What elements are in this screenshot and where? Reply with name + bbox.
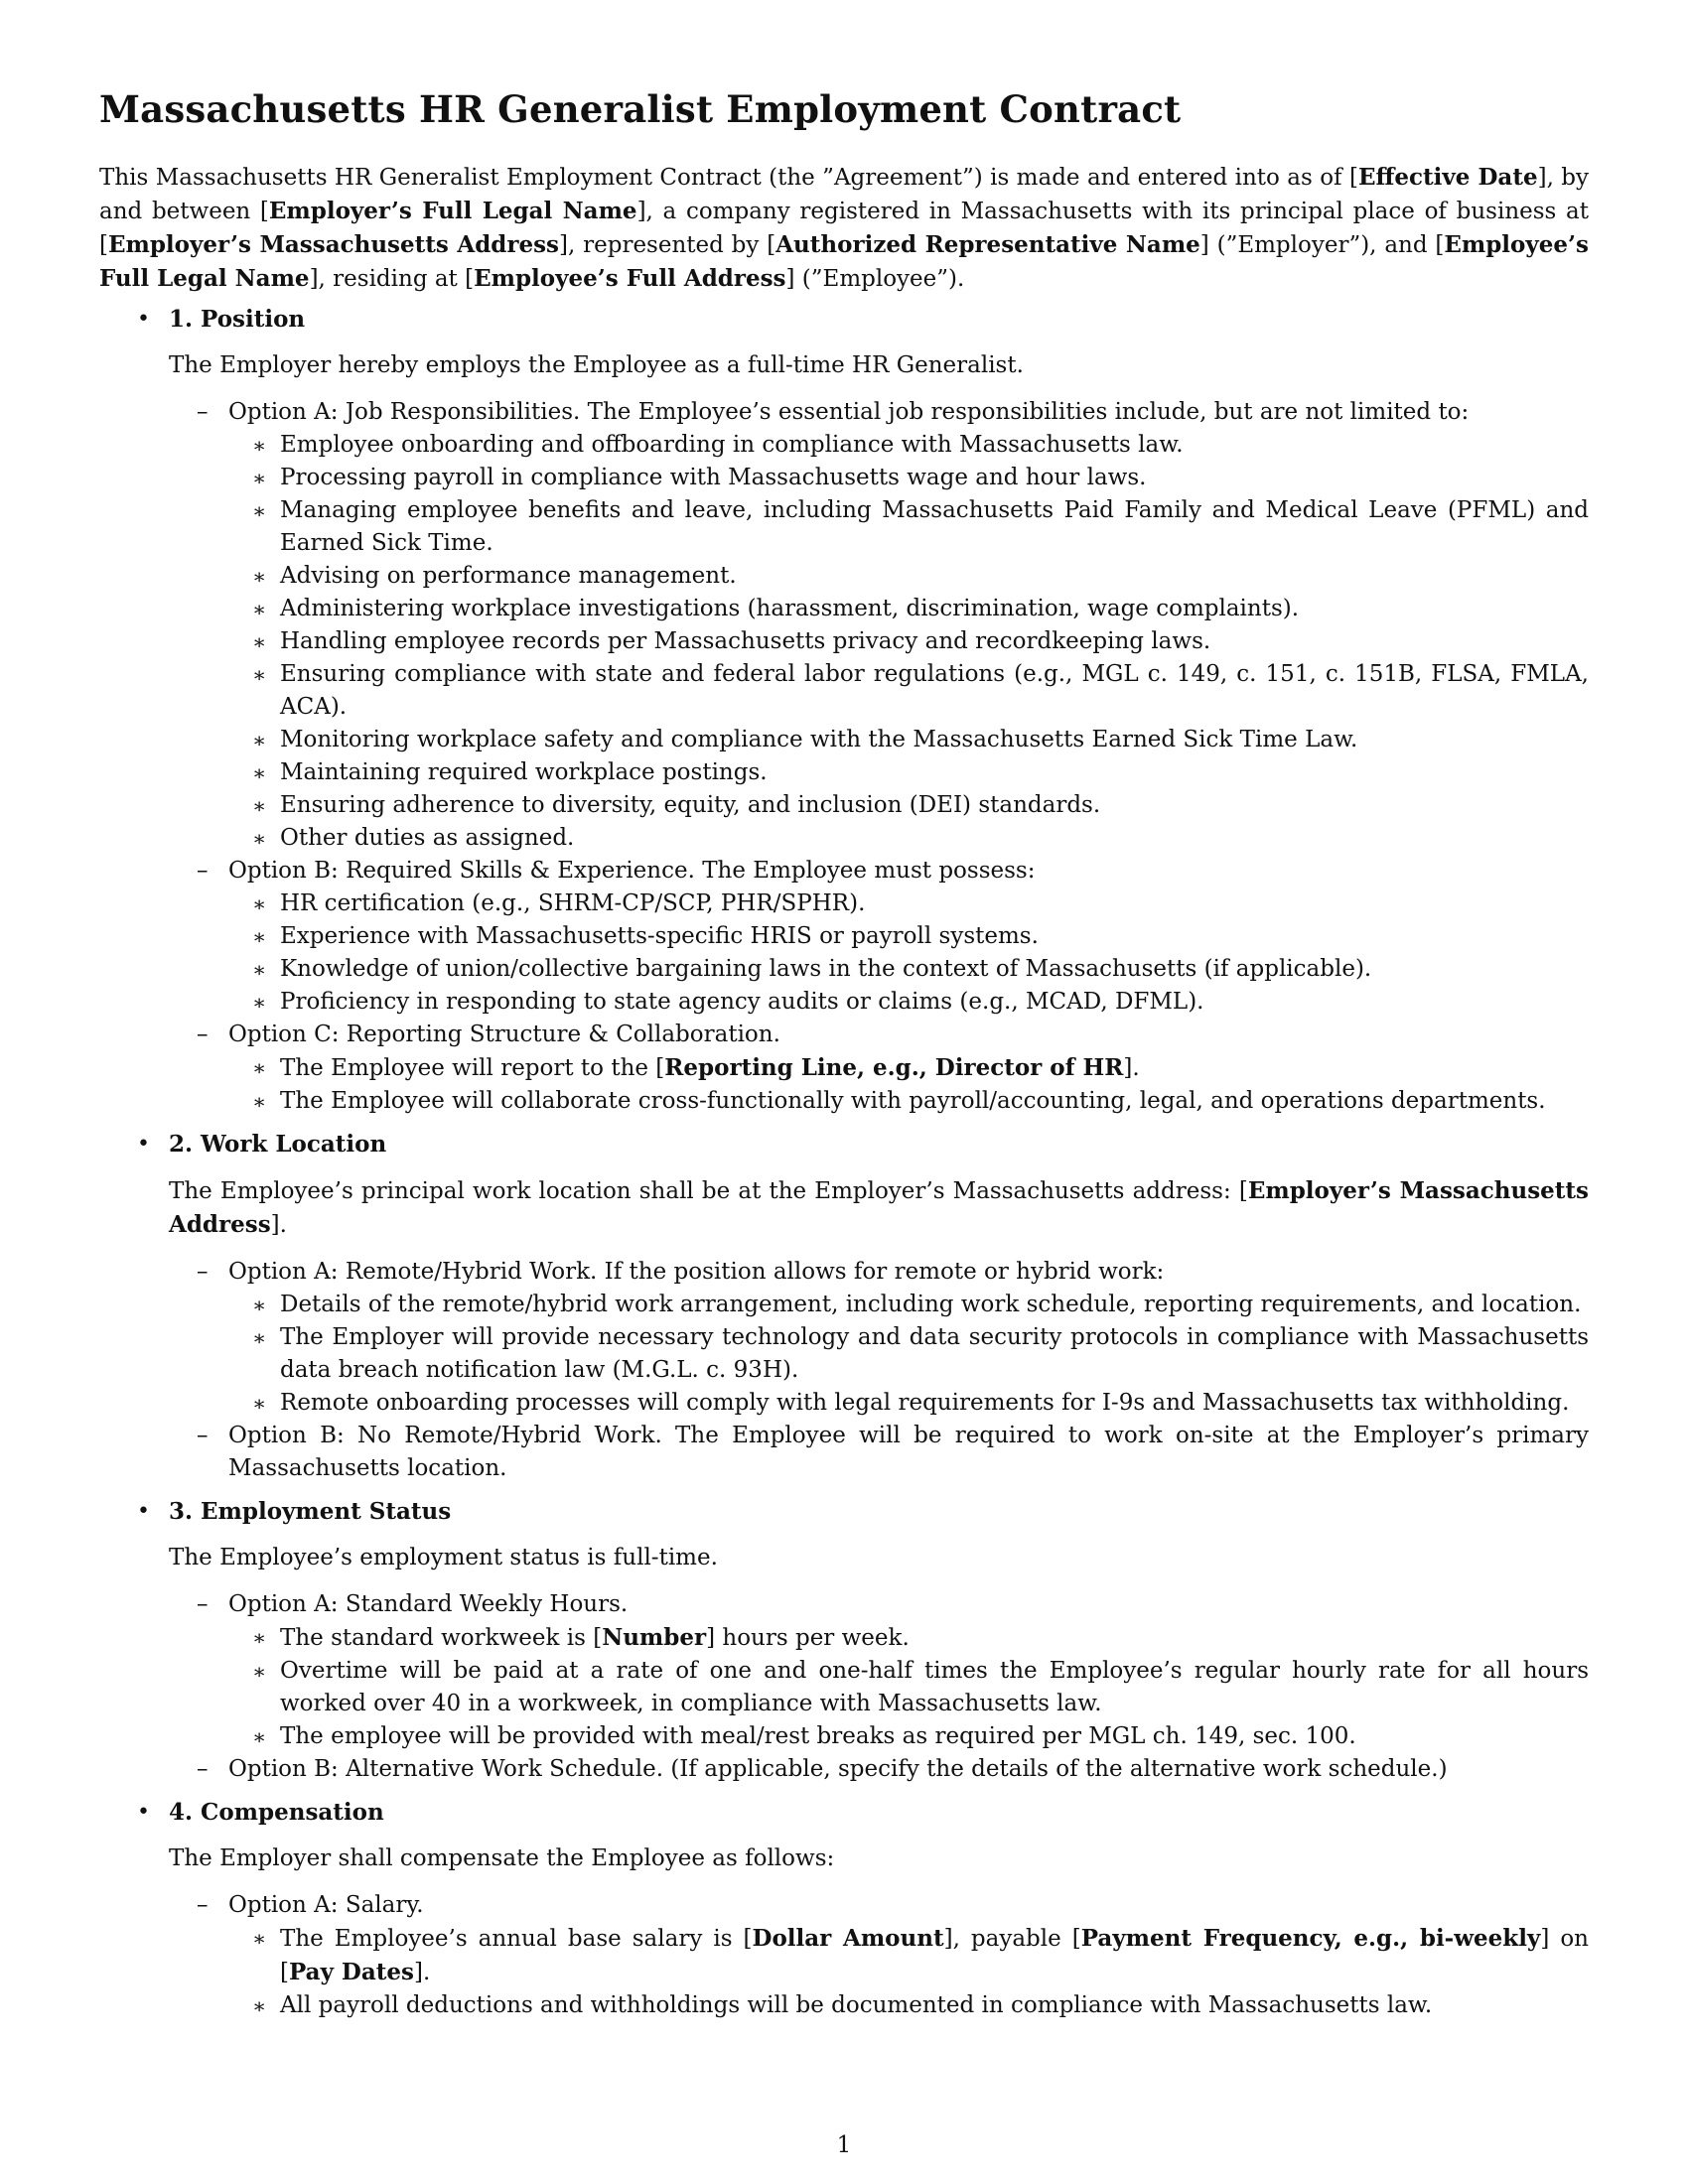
list-item: ∗ Ensuring adherence to diversity, equity, and inclusion (DEI) standards. <box>228 789 1589 822</box>
intro-text: ]. <box>270 1212 287 1238</box>
option-text: – Option A: Salary. <box>228 1892 424 1918</box>
item-text: ], payable [ <box>943 1926 1081 1952</box>
list-item: ∗ Processing payroll in compliance with Massachusetts wage and hour laws. <box>228 462 1589 494</box>
option-text: – Option C: Reporting Structure & Collaboration. <box>228 1022 780 1047</box>
intro-text: The Employee’s principal work location shall be at the Employer’s Massachusetts address: [ <box>169 1178 1248 1204</box>
placeholder-hours-number: Number <box>602 1624 707 1651</box>
option-item <box>169 1256 1589 1420</box>
placeholder-dollar-amount: Dollar Amount <box>752 1925 944 1952</box>
intro-text: ], by and between [ <box>99 165 1590 224</box>
placeholder-employer-address: Employer’s Massachusetts Address <box>169 1177 1589 1238</box>
option-list <box>169 1256 1589 1485</box>
sub-item-list <box>228 1289 1589 1420</box>
option-item <box>169 1889 1589 2022</box>
section-employment-status <box>99 1495 1589 1786</box>
section-compensation <box>99 1796 1589 2022</box>
placeholder-employer-address: Employer’s Massachusetts Address <box>107 231 560 258</box>
option-text: – Option A: Job Responsibilities. The Employee’s essential job responsibilities include, but are not limited to: <box>228 399 1470 425</box>
section-intro <box>169 1174 1589 1242</box>
section-title: • 4. Compensation <box>169 1799 384 1826</box>
placeholder-employee-address: Employee’s Full Address <box>474 265 786 292</box>
section-intro: The Employee’s employment status is full-time. <box>169 1545 718 1570</box>
sub-item-list <box>228 1051 1589 1118</box>
list-item: ∗ Knowledge of union/collective bargaining laws in the context of Massachusetts (if applicable). <box>228 953 1589 986</box>
list-item: ∗ Other duties as assigned. <box>228 822 1589 855</box>
item-text: ]. <box>414 1960 431 1985</box>
list-item: ∗ The Employee will collaborate cross-functionally with payroll/accounting, legal, and operations departments. <box>228 1085 1589 1118</box>
sub-item-list <box>228 1621 1589 1753</box>
item-text: The Employee’s annual base salary is [ <box>280 1926 753 1952</box>
list-item: ∗ Managing employee benefits and leave, including Massachusetts Paid Family and Medical Leave (PFML) and Earned Sick Time. <box>228 494 1589 560</box>
page-number: 1 <box>836 2132 852 2158</box>
intro-text: This Massachusetts HR Generalist Employment Contract (the ”Agreement”) is made and entered into as of [ <box>99 165 1358 191</box>
list-item: ∗ Monitoring workplace safety and compliance with the Massachusetts Earned Sick Time Law. <box>228 724 1589 756</box>
list-item: ∗ HR certification (e.g., SHRM-CP/SCP, PHR/SPHR). <box>228 887 1589 920</box>
option-item <box>169 855 1589 1019</box>
placeholder-representative-name: Authorized Representative Name <box>775 231 1200 258</box>
list-item: ∗ Administering workplace investigations (harassment, discrimination, wage complaints). <box>228 593 1589 625</box>
sub-item-list <box>228 429 1589 855</box>
item-text: ] on [ <box>280 1926 1589 1985</box>
option-text: – Option B: Required Skills & Experience. The Employee must possess: <box>228 858 1036 884</box>
option-list <box>169 1889 1589 2022</box>
placeholder-employer-name: Employer’s Full Legal Name <box>268 198 637 224</box>
list-item: ∗ The Employer will provide necessary technology and data security protocols in compliance with Massachusetts data breach notification law (M.G.L. c. 93H). <box>228 1321 1589 1387</box>
option-text: – Option A: Remote/Hybrid Work. If the position allows for remote or hybrid work: <box>228 1259 1165 1285</box>
list-item: ∗ The employee will be provided with meal/rest breaks as required per MGL ch. 149, sec. 100. <box>228 1720 1589 1753</box>
intro-paragraph <box>99 161 1589 296</box>
placeholder-payment-frequency: Payment Frequency, e.g., bi-weekly <box>1080 1925 1541 1952</box>
item-text: The Employee will report to the [ <box>280 1055 665 1081</box>
section-intro: The Employer shall compensate the Employee as follows: <box>169 1845 835 1871</box>
sub-item-list <box>228 1922 1589 2022</box>
section-intro: The Employer hereby employs the Employee as a full-time HR Generalist. <box>169 352 1024 378</box>
section-title: • 3. Employment Status <box>169 1498 452 1525</box>
intro-text: ], a company registered in Massachusetts with its principal place of business at [ <box>99 199 1589 258</box>
section-work-location <box>99 1128 1589 1485</box>
document-title: Massachusetts HR Generalist Employment Contract <box>99 87 1182 131</box>
list-item <box>228 1051 1589 1085</box>
intro-text: ], represented by [ <box>559 232 776 258</box>
section-title: • 1. Position <box>169 306 306 333</box>
section-position <box>99 303 1589 1118</box>
option-text: – Option A: Standard Weekly Hours. <box>228 1591 629 1617</box>
list-item: ∗ Details of the remote/hybrid work arrangement, including work schedule, reporting requirements, and location. <box>228 1289 1589 1321</box>
list-item: ∗ Proficiency in responding to state agency audits or claims (e.g., MCAD, DFML). <box>228 986 1589 1019</box>
option-text: – Option B: No Remote/Hybrid Work. The Employee will be required to work on-site at the Employer’s primary Massachusetts location. <box>228 1423 1589 1481</box>
list-item: ∗ Experience with Massachusetts-specific HRIS or payroll systems. <box>228 920 1589 953</box>
option-item <box>169 396 1589 855</box>
option-list <box>169 396 1589 1118</box>
option-item <box>169 1019 1589 1118</box>
intro-text: ] (”Employer”), and [ <box>1199 232 1445 258</box>
intro-text: ] (”Employee”). <box>785 266 965 292</box>
option-text: – Option B: Alternative Work Schedule. (If applicable, specify the details of the alternative work schedule.) <box>228 1756 1448 1782</box>
placeholder-effective-date: Effective Date <box>1357 164 1538 191</box>
option-item <box>169 1588 1589 1753</box>
option-item <box>169 1753 1589 1786</box>
option-item <box>169 1420 1589 1485</box>
placeholder-employee-name: Employee’s Full Legal Name <box>99 231 1589 292</box>
sub-item-list <box>228 887 1589 1019</box>
placeholder-pay-dates: Pay Dates <box>288 1959 414 1985</box>
document-page <box>99 0 1589 2184</box>
section-title: • 2. Work Location <box>169 1131 387 1158</box>
list-item: ∗ All payroll deductions and withholdings will be documented in compliance with Massachusetts law. <box>228 1989 1589 2022</box>
option-list <box>169 1588 1589 1786</box>
list-item: ∗ Overtime will be paid at a rate of one and one-half times the Employee’s regular hourly rate for all hours worked over 40 in a workweek, in compliance with Massachusetts law. <box>228 1655 1589 1720</box>
list-item: ∗ Remote onboarding processes will comply with legal requirements for I-9s and Massachusetts tax withholding. <box>228 1387 1589 1420</box>
list-item: ∗ Ensuring compliance with state and federal labor regulations (e.g., MGL c. 149, c. 151, c. 151B, FLSA, FMLA, ACA). <box>228 658 1589 724</box>
list-item: ∗ Employee onboarding and offboarding in compliance with Massachusetts law. <box>228 429 1589 462</box>
list-item <box>228 1922 1589 1989</box>
list-item <box>228 1621 1589 1655</box>
placeholder-reporting-line: Reporting Line, e.g., Director of HR <box>664 1054 1124 1081</box>
item-text: ] hours per week. <box>706 1625 910 1651</box>
item-text: ]. <box>1123 1055 1140 1081</box>
list-item: ∗ Handling employee records per Massachusetts privacy and recordkeeping laws. <box>228 625 1589 658</box>
list-item: ∗ Advising on performance management. <box>228 560 1589 593</box>
contract-sections <box>99 303 1589 2032</box>
item-text: The standard workweek is [ <box>280 1625 603 1651</box>
intro-text: ], residing at [ <box>309 266 475 292</box>
list-item: ∗ Maintaining required workplace postings. <box>228 756 1589 789</box>
